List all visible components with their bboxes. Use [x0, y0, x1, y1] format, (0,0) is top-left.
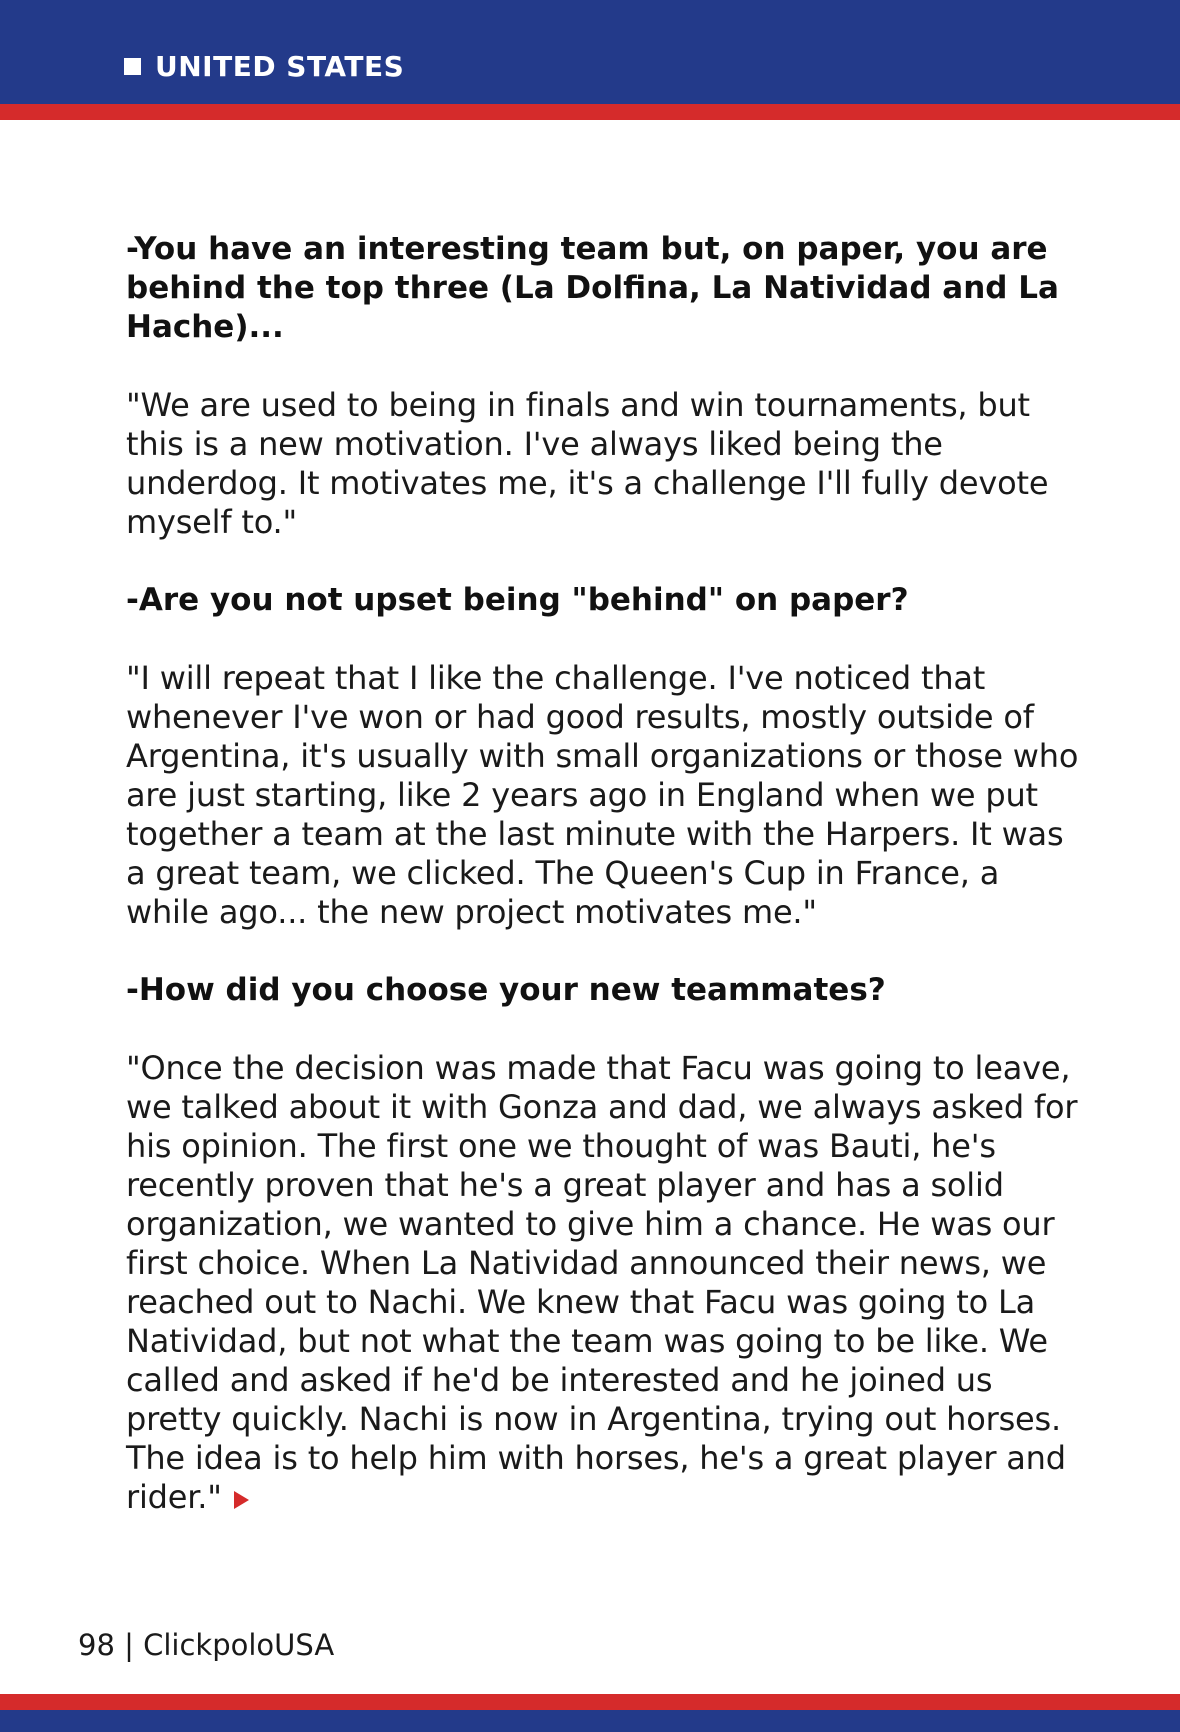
square-icon [124, 58, 141, 75]
end-arrow-icon [234, 1491, 249, 1509]
header-red-stripe [0, 104, 1180, 120]
answer-1: "We are used to being in finals and win tournaments, but this is a new motivation. I've always liked being the underdog. It motivates me, it's a challenge I'll fully devote myself to." [126, 386, 1049, 541]
question-2: -Are you not upset being "behind" on paper? [126, 582, 909, 618]
article-body [126, 230, 1086, 1556]
question-1: -You have an interesting team but, on paper, you are behind the top three (La Dolfina, La Natividad and La Hache)... [126, 231, 1059, 345]
answer-3-wrapper [126, 1049, 1086, 1517]
footer-red-stripe [0, 1694, 1180, 1710]
footer-band [0, 1710, 1180, 1732]
page-footer: 98 | ClickpoloUSA [78, 1628, 335, 1662]
answer-3: "Once the decision was made that Facu was going to leave, we talked about it with Gonza and dad, we always asked for his opinion. The first one we thought of was Bauti, he's recently proven that he's a great player and has a solid organization, we wanted to give him a chance. He was our first choice. When La Natividad announced their news, we reached out to Nachi. We knew that Facu was going to La Natividad, but not what the team was going to be like. We called and asked if he'd be interested and he joined us pretty quickly. Nachi is now in Argentina, trying out horses. The idea is to help him with horses, he's a great player and rider." [126, 1049, 1078, 1516]
section-label [124, 50, 404, 83]
question-3: -How did you choose your new teammates? [126, 972, 886, 1008]
answer-2: "I will repeat that I like the challenge. I've noticed that whenever I've won or had good results, mostly outside of Argentina, it's usually with small organizations or those who are just starting, like 2 years ago in England when we put together a team at the last minute with the Harpers. It was a great team, we clicked. The Queen's Cup in France, a while ago... the new project motivates me." [126, 659, 1079, 931]
section-title: UNITED STATES [155, 50, 405, 83]
